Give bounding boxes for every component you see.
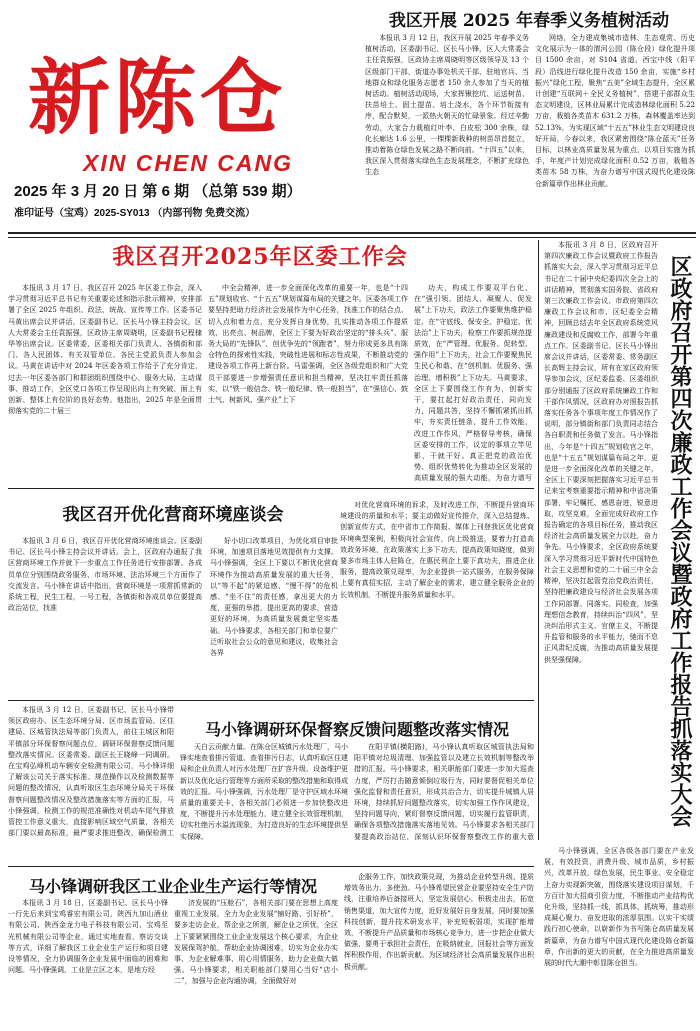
masthead-logo bbox=[18, 14, 348, 164]
masthead-pinyin: XIN CHEN CANG bbox=[82, 150, 293, 176]
section-divider bbox=[8, 866, 534, 867]
industry-text-2: 济发展的“压舱石”，各相关部门要在思想上高度重视工业发展，全力为企业发展“铺好路、引好桥”，要多走访企业，帮企业之所需，解企业之所忧，全区上下要紧紧围绕工业企业发展这个核心要求，为企业发展保驾护航，帮助企业协调困难，切实为企业办实事、为企业解难事、用心用情服务，助力企业做大做强。马小锋要求，相关职能部门要用心当好“店小二”，加强与企业沟通协调，全面做好对 bbox=[174, 899, 338, 986]
permit-number: 准印证号（宝鸡）2025-SY013 （内部刊物 免费交流） bbox=[14, 208, 256, 219]
plenary-headline: 我区召开2025年区委工作会 bbox=[112, 244, 408, 270]
business-env-headline: 我区召开优化营商环境座谈会 bbox=[62, 505, 284, 525]
industry-text-4: 马小锋强调，全区各级各部门要在产业发展，有效投资，消费升级、城市品质，乡村振兴，改革开放，绿色发展，民生事业、安全稳定上奋力实现新突破，围绕落实建设项目谋划，千方百计加大招商引资力度，不断推动产业结构优化升级，坚持抓一线，抓具体，抓统筹，推动形成凝心聚力、奋发进取的浓厚氛围。以实干实绩践行初心使命，以崭新作为书写陈仓高质量发展新篇章，为奋力谱写中国式现代化建设陈仓新篇章，作出新的更大的贡献，在全力推进高质量发展的时代大潮中彰显陈仓担当。 bbox=[544, 847, 694, 968]
pollution-text-3: 在阳平镇(横阳路)，马小锋认真听取区城管执法局和阳平镇对垃圾清理、加强监管以及建立长效机制等整改举措的汇报。马小锋要求，相关职能部门要进一步加大巡查力度，严厉打击随意倾倒垃圾行为，同时要督促相关单位强化监督和责任意识，形成共治合力，切实提升城镇人居环境，持续抓好问题整改落实，切实加强工作作风建设，坚持问题导向，紧盯督察反馈问题，切实履行监管职责，确保各项整改措施落实落地见效。马小锋要求各相关部门要提高政治站位，深刻认识环保督察整改工作的重大意 bbox=[354, 743, 534, 840]
plenary-text-1: 本报讯 3 月 17 日，我区召开 2025 年区委工作会，深入学习贯彻习近平总书记有关重要论述和指示批示精神，安排部署了全区 2025 年组织、政法、统战、宣传等工作。区委书记马黄出席会议并讲话，区委副书记、区长马小锋主持会议，区人大常委会主任袁振强，区政协主席周晓明，区委副书记程棣华等出席会议。区委常委、区委相关部门负责人、各镇街和部门、各人民团体、有关双管单位、各民主党派负责人参加会议。马黄在讲话中对 2024 年区委各项工作给予了充分肯定，过去一年区委各部门和群团组织围绕中心、服务大局，主动谋事、推动工作，全区党口各项工作呈现出向上有突破、面上有创新、整体上有位阶的良好态势。他指出，2025 年是全面贯彻落实党的二十届三 bbox=[8, 284, 202, 416]
section-divider bbox=[8, 488, 534, 489]
pollution-headline: 马小锋调研环保督察反馈问题整改落实情况 bbox=[204, 720, 509, 739]
pollution-col3 bbox=[354, 742, 534, 840]
industry-text-1: 本报讯 3 月 18 日，区委副书记、区长马小锋一行先后来到宝鸡睿宏有限公司，陕西九加山酒业有限公司、陕西金龙力电子科技有限公司、宝鸡至光机械有限公司等企业，通过实地查看、察访交谈等方式，详细了解我区工业企业生产运行和项目建设等情况，全力协调服务企业发展中面临的困难和问题。马小锋强调，工业是立区之本，是地方经 bbox=[8, 899, 168, 975]
pollution-col2 bbox=[180, 742, 348, 840]
tree-planting-headline: 我区开展 2025 年春季义务植树活动 bbox=[388, 11, 670, 31]
pollution-col1 bbox=[8, 705, 174, 840]
tree-planting-text-2: 网络，全力建成集城市造林、生态观赏、历史文化展示为一体的渭河公园（陈仓段）绿化提升项目 1500 余亩，对 S104 省道、西宝中线（阳平段）沿线进行绿化提升改造 150 余亩，实施“乡村振兴”绿化工程，聚焦“五美”全域生态提升，全区累计创建“互联网＋全民义务植树”，搭建干部群众生态文明建设，区林业局累计完成造林绿化面积 5.22 万亩，栽植各类苗木 631.2 万株，森林覆盖率达到 52.13%，为实现区域“十五五”林业生态文明建设良好开局，今春以来，我区紧密围绕“陈仓蓝天”任务目标，以林业高质量发展为重点，以项目实施为抓手，年度产计划完成绿化面积 0.52 万亩，栽植各类苗木 58 万株，为奋力谱写中国式现代化建设陈仓新篇章作出林业贡献。 bbox=[535, 34, 695, 188]
business-env-col3 bbox=[340, 500, 534, 696]
vertical-headline: 区政府召开第四次廉政工作会议暨政府工作报告抓落实大会 bbox=[667, 255, 693, 827]
tree-planting-text-1: 本报讯 3 月 12 日，我区开展 2025 年春季义务植树活动，区委副书记、区长马小锋，区人大常委会主任袁振强，区政协主席周晓明等区级领导及 13 个区级部门干部，街道办事处机关干部、驻地官兵、当地群众和绿化服务志愿者 150 余人参加了当天的植树活动。植树活动现场，大家挥锹挖坑、运送树苗、扶苗培土、固土提苗、培土浇水，各个环节衔接有序，配合默契，一派热火朝天的忙碌景象。经过辛勤劳动，大家合力栽植红叶李、白皮松 300 余株，绿化长廊达 1.6 公里，一棵棵新栽种的树苗昂首挺立，推动着陈仓绿色发展之路不断向前。“十四五”以来，我区深入贯彻落实绿色生态发展理念，不断扩充绿色生态 bbox=[365, 34, 529, 177]
plenary-col1 bbox=[8, 283, 202, 483]
industry-text-3: 企服务工作，加快政策兑现，为推动企业转型升级、提质增效务出力、多使劲。马小锋希望民营企业要坚持安全生产防线，注重培养后备接班人，坚定发展信心，积极走出去，拓宽销售渠道，加大宣传力度，近好发展好自身发展，同时要加强科技创新，提升技术研发水平，补充短板弱项，实现扩能增效，不断提升产品质量和市场核心竞争力，进一步把企业做大做强，要勇于承担社会责任，在吸纳就业，回报社会等方面发挥积极作用，作出新贡献。为区域经济社会高质量发展作出积极贡献。 bbox=[344, 873, 534, 971]
vertical-body bbox=[544, 240, 658, 840]
column-divider bbox=[538, 240, 539, 840]
tree-planting-col2 bbox=[535, 33, 695, 243]
pollution-text-2: 天白云贡献力量。在陈仓区城镇污水处理厂，马小锋实地查看排污管道、查看排污日志，认真听取区住建局和企业负责人对污水处理厂在扩容升级、设备维护更新以及优化运行管理等方面所采取的整改措施和取得成效的汇报。马小锋强调，污水处理厂是守护区域水环境质量的重要关卡，各相关部门必须进一步加快整改进度，不断提升污水处理能力，建立健全长效管理机制，切实杜绝污水溢流现象，为打造良好的生态环境提供坚实保障。 bbox=[180, 743, 348, 840]
industry-col4 bbox=[544, 846, 694, 1026]
pollution-text-1: 本报讯 3 月 12 日，区委副书记、区长马小锋带领区政府办、区生态环境分局、区市场监管局、区住建局、区城管执法局等部门负责人，前往主城区和阳平镇部分环保督察问题点位，调研环保督察反馈问题整改落实情况。区委常委、副区长王晓峰一同调研。在宝鸡弘峰机动车辆安全检测有限公司，马小锋详细了解该公司关于落实标准、规范操作以及检测数据等问题的整改情况，认真听取区生态环境分局关于环保督察问题整改情况及整改措施落实等方面的汇报，马小锋强调，检测工作的规范准确性对机动车尾气排放管控工作意义重大，直接影响区域空气质量，各相关部门要以最高标准，最严要求推进整改，确保检测工 bbox=[8, 706, 174, 838]
industry-headline: 马小锋调研我区工业企业生产运行等情况 bbox=[28, 877, 317, 896]
plenary-text-3: 功夫，构成工作要双平台化、在“强引领、团结人、凝聚人、促发展”上下功夫，政法工作要聚焦维护稳定、在“守底线、保安全、护稳定、优法治”上下功夫，检察工作要抓规范提质效，在“严管理、优服务、促转型、强作用”上下功夫，社会工作要聚焦民生民心和谐、在“创机制、优服务、强治理、增积极”上下功夫。马黄要求，全区上下要围绕工作有为，创新实干，要扛起打好政治责任，同向发力，同题共答，坚持不懈抓紧抓出抓牢，夯实责任链条，提升工作效能，改进工作作风，严格督导考核，确保区委安排的工作，议定的事项立竿见影、干就干好。真正把党的政治优势、组织优势转化为推动全区发展的高质量发展的强大动能，为奋力谱写 bbox=[414, 284, 532, 483]
masthead-title: 新陈仓 bbox=[28, 50, 287, 146]
business-env-text-2: 好小切口改革项目，为优化项目审批环境，加速项目落地见效提供有力支撑。马小锋强调，全区上下要以不断优化营商环境作为推动高质量发展的重大任务，以“等不起”的紧迫感、“慢不得”的危机感、“坐不住”的责任感，拿出更大的力度，更强的举措，提出更高的要求，营造更好的环境，为高质量发展奠定坚实基础。马小锋要求，各相关部门和单位要广泛听取社会公众的意见和建议，收集社会各界 bbox=[210, 537, 338, 658]
business-env-col2 bbox=[210, 536, 338, 696]
business-env-text-3: 对优化营商环境的诉求，及时改进工作，不断提升营商环境建设的质量和水平；要主动做好宣传推介，深入总结提炼、创新宣传方式，在中省市工作简报、媒体上刊登我区优化营商环境典型案例，积极向社会宣传，向上级推送，要着力打造高效政务环境，在政策落实上多下功夫，提高政策知晓度，做到要多市场主体人驻陈仓，在惠民利企上要下真功夫，推进企业服务，提高政策兑现率，为企业提供一站式服务，在服务保障上要有真招实招，主动了解企业的需求，建立健全服务企业的长效机制，不断提升服务质量和水平。 bbox=[340, 501, 534, 599]
masthead-logo-art bbox=[18, 14, 348, 164]
industry-col3 bbox=[344, 872, 534, 1026]
masthead-rule bbox=[8, 232, 696, 238]
plenary-text-2: 中全会精神，进一步全面深化改革的重要一年，也是“十四五”规划收官、“十五五”规划谋篇布局的关键之年。区委各项工作要坚持把助力经济社会发展作为中心任务，找准工作的结合点、切入点和着力点，充分发挥自身优势，扎实推动各项工作提质效、出亮点、树品牌，全区上下要为好政治坚定的“排头兵”、服务大局的“先锋队”、创优争先的“领跑者”，努力形成更多具有陈仓特色的探索性实践，突破性进展和标志性成果，不断推动党的建设各项工作再上新台阶。马雷强调，全区各级党组织和广大党员干部要进一步增强责任意识和担当精神，坚决扛牢责任抓落实，以“铁一般信念、铁一般纪律、铁一般担当”，在“强信心、鼓士气、树新风、强产业”上下 bbox=[208, 284, 408, 405]
plenary-col3 bbox=[414, 283, 532, 483]
vertical-text: 本报讯 3 月 8 日，区政府召开第四次廉政工作会议暨政府工作报告抓落实大会，深入学习贯彻习近平总书记在二十届中央纪委四次全会上的讲话精神，贯彻落实国务院、省政府第三次廉政工作会议、市政府第四次廉政工作会议和市、区纪委全会精神，回顾总结去年全区政府系统党风廉政建设和反腐败工作，部署今年重点工作。区委副书记、区长马小锋出席会议并讲话，区委常委、常务副区长高辉主持会议，所有在家区政府领导参加会议，区纪委监委、区委组织部分别通报了区政府系统廉政工作和干部作风情况，区政府办对照报告抓落实任务各个事项年度工作情况作了说明，部分镇街和部门负责同志结合各自职责和任务做了发言。马小锋指出，今年是“十四五”规划收官之年，也是“十五五”规划谋篇布局之年，更是进一步全面深化改革的关键之年，全区上下要深刻把握落实习近平总书记来宝考察重要指示精神和中省决策部署，牢记嘱托、感恩奋进，锐意进取，攻坚克难，全面完成好政府工作报告确定的各项目标任务，推动我区经济社会高质量发展全力以赴，奋力争先。马小锋要求，全区政府系统要深入学习贯彻习近平新时代中国特色社会主义思想和党的二十届三中全会精神，坚决扛起管党治党政治责任，坚持把廉政建设与经济社会发展各项工作同部署、同落实、同检查，加强理想信念教育，持续纠治“四风”，坚决纠治形式主义、官僚主义，不断提升监管和服务的水平能力，驰而不息正风肃纪反腐，为推动高质量发展提供坚强保障。 bbox=[544, 241, 658, 664]
section-divider bbox=[8, 700, 534, 701]
plenary-col2 bbox=[208, 283, 408, 483]
issue-date: 2025 年 3 月 20 日 第 6 期 （总第 539 期） bbox=[14, 183, 302, 200]
industry-col2 bbox=[174, 898, 338, 1026]
business-env-col1 bbox=[8, 536, 202, 696]
business-env-text-1: 本报讯 3 月 6 日，我区召开优化营商环境座谈会。区委副书记、区长马小锋主持会议并讲话。会上，区政府办通报了我区营商环境工作并就下一步重点工作任务进行安排部署。各成员单位分别围绕政务服务、市场环境、法治环境三个方面作了交流发言。马小锋在讲话中指出，营商环境是一项常抓常新的系统工程，民生工程，一号工程，各镇街和各成员单位要提高政治站位，找准 bbox=[8, 537, 202, 613]
tree-planting-col1 bbox=[365, 33, 529, 243]
industry-col1 bbox=[8, 898, 168, 1026]
